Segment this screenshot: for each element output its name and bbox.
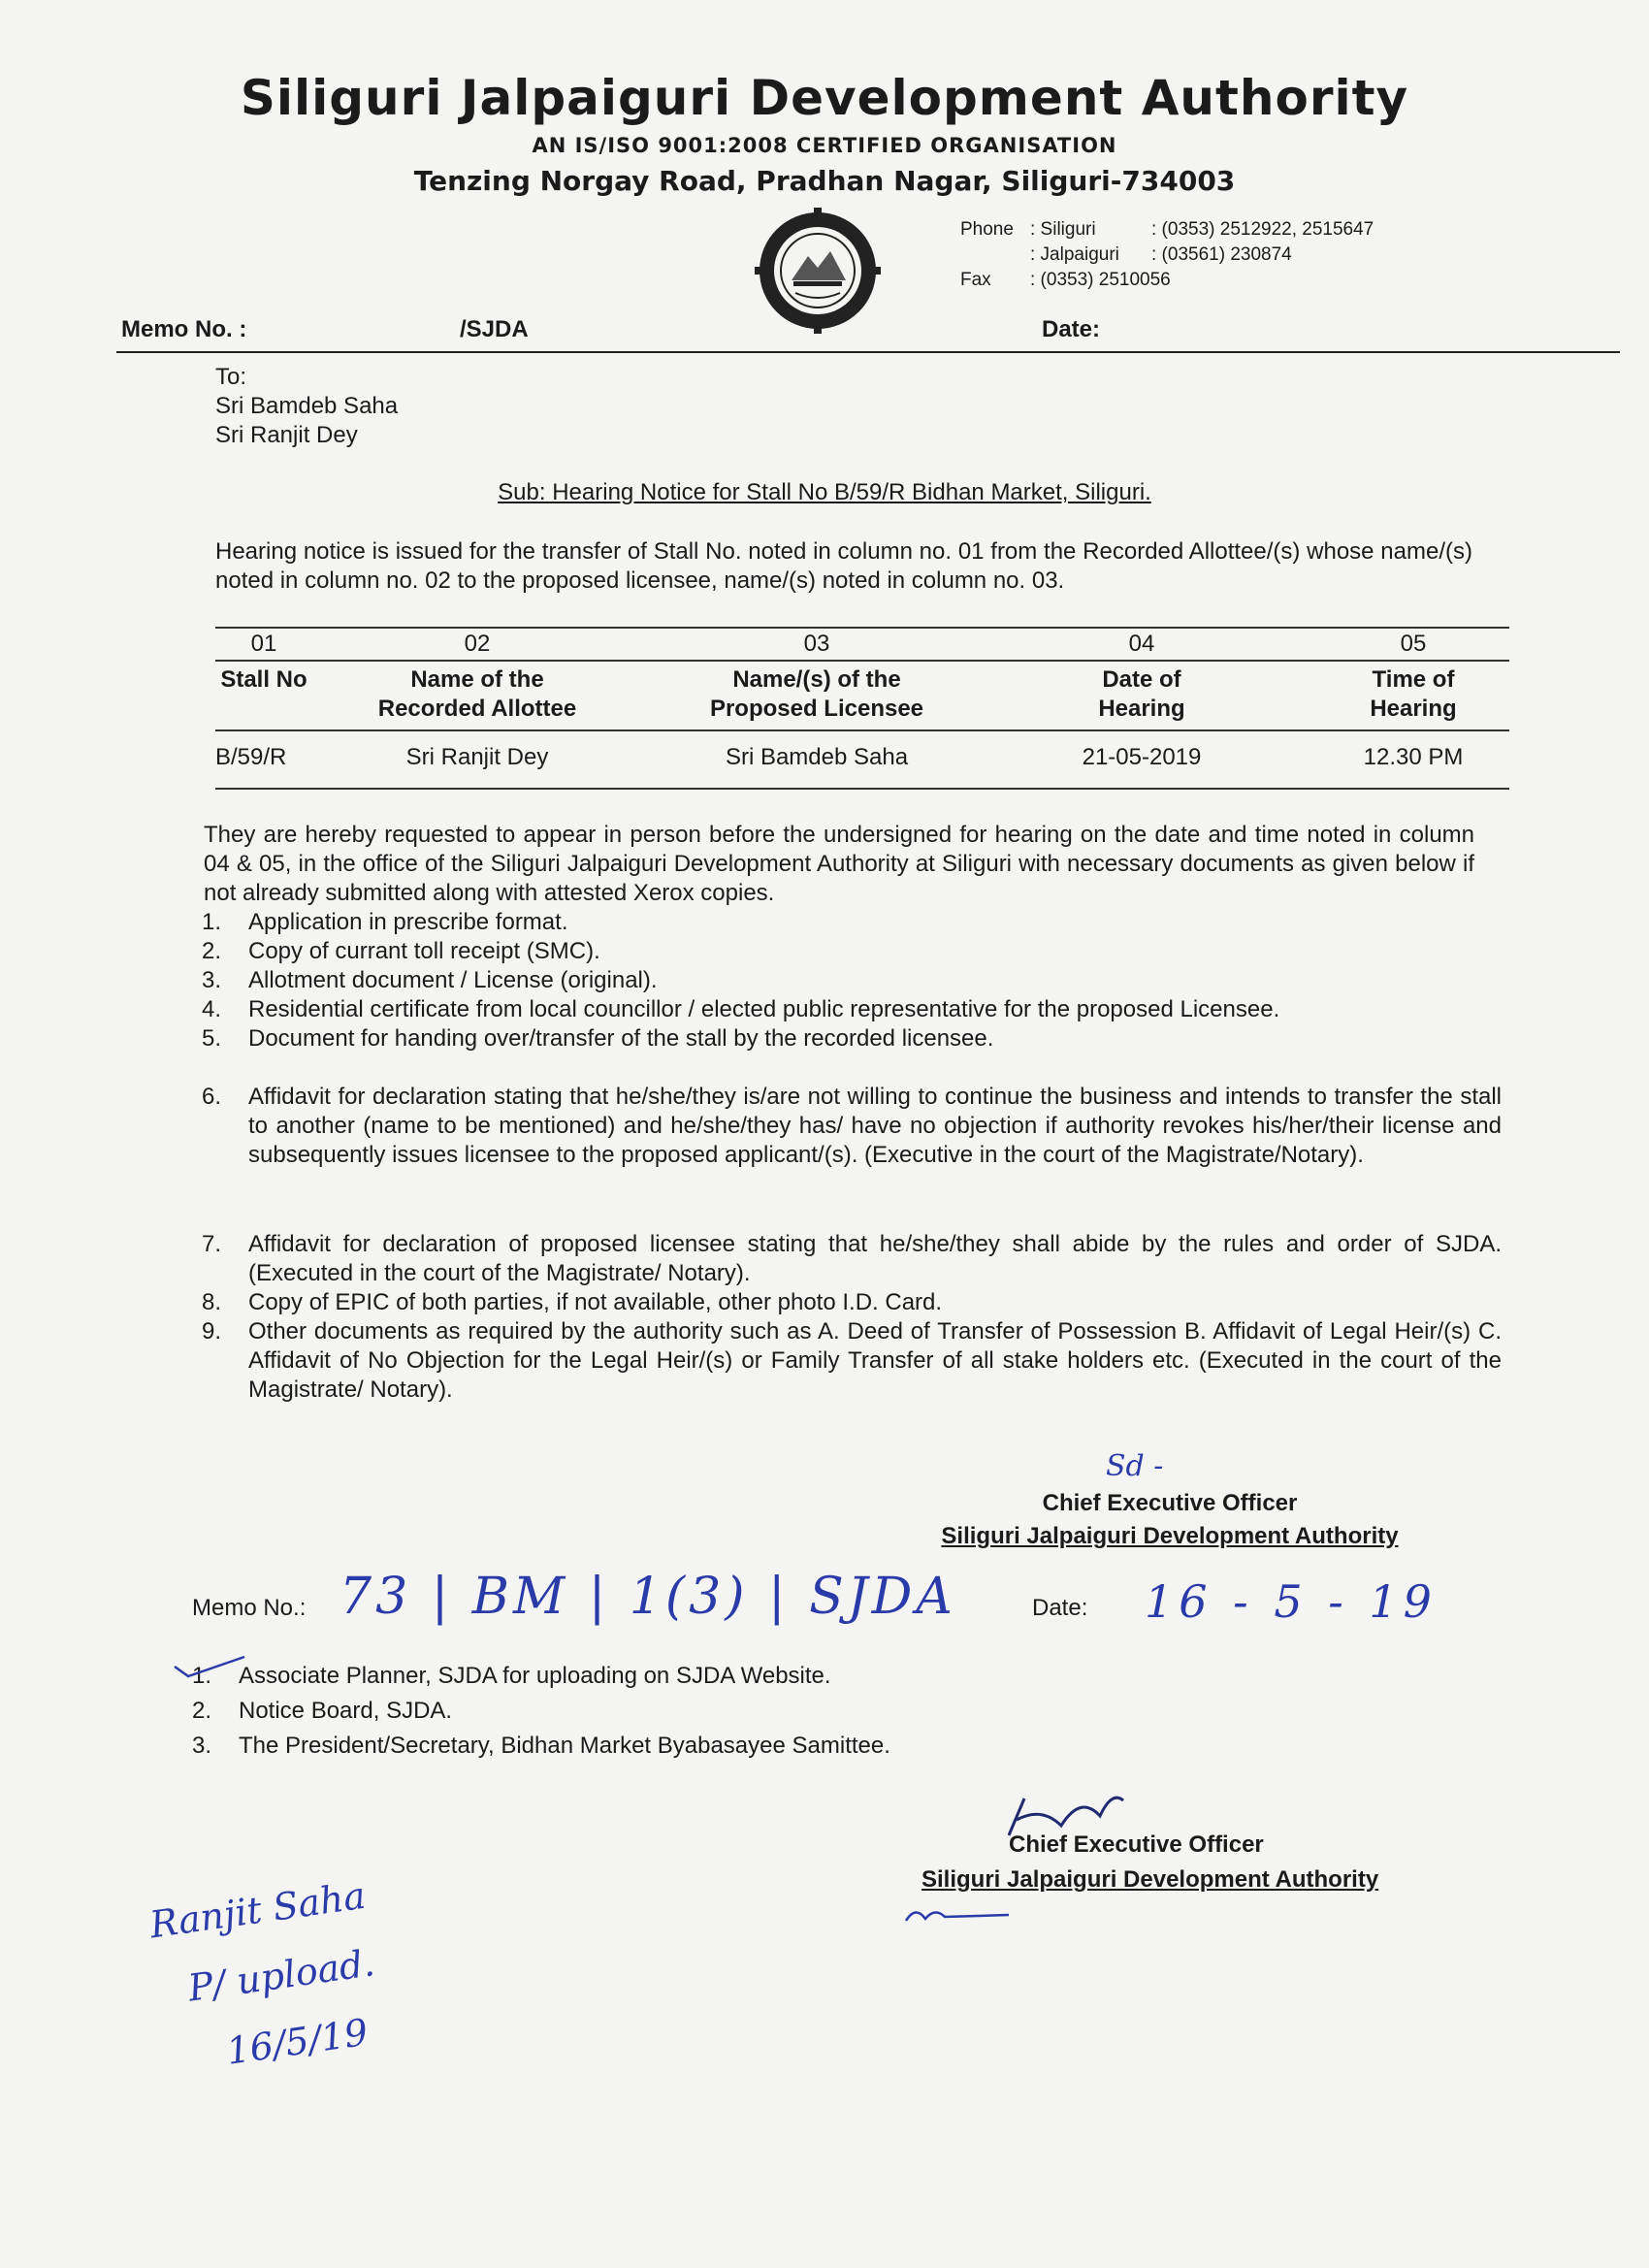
intro-paragraph: Hearing notice is issued for the transfer of Stall No. noted in column no. 01 from the Recorded Allottee/(s) whose name/(s) noted in column no. 02 to the proposed licensee, name/(s) noted in column no. 03.: [215, 538, 1472, 594]
org-title: Siliguri Jalpaiguri Development Authority: [240, 70, 1409, 126]
column-number: 03: [803, 631, 830, 657]
subject-text: Sub: Hearing Notice for Stall No B/59/R Bidhan Market, Siliguri.: [498, 479, 1151, 505]
list-item: 1. Associate Planner, SJDA for uploading on SJDA Website.: [192, 1663, 831, 1689]
initials-scribble-icon: [902, 1901, 1018, 1930]
list-item: 7. Affidavit for declaration of proposed licensee stating that he/she/they shall abide by the rules and order of SJDA. (Executed in the court of the Magistrate/ Notary).: [202, 1231, 1502, 1286]
table-rule: [215, 729, 1509, 731]
phone-siliguri-value: : (0353) 2512922, 2515647: [1151, 219, 1374, 240]
column-header: Date of Hearing: [1098, 666, 1185, 722]
signatory-2-designation: Chief Executive Officer: [1009, 1831, 1264, 1858]
phone-label: Phone: [960, 219, 1014, 240]
fax-value: : (0353) 2510056: [1030, 270, 1171, 290]
memo-2-date-value: 16 - 5 - 19: [1145, 1575, 1438, 1628]
fax-label: Fax: [960, 270, 991, 290]
column-header: Name/(s) of the Proposed Licensee: [709, 666, 924, 722]
tick-mark-icon: [171, 1653, 248, 1682]
phone-siliguri-label: : Siliguri: [1030, 219, 1096, 240]
to-label: To:: [215, 364, 247, 390]
table-cell-stall-no: B/59/R: [215, 744, 287, 770]
subject-line: [0, 479, 1649, 506]
handwritten-line: 16/5/19: [223, 2010, 371, 2073]
table-cell-time: 12.30 PM: [1363, 744, 1464, 770]
handwritten-note: [146, 1862, 389, 2093]
table-rule: [215, 788, 1509, 790]
certification-line: AN IS/ISO 9001:2008 CERTIFIED ORGANISATION: [532, 134, 1117, 157]
list-item: 2. Copy of currant toll receipt (SMC).: [202, 938, 600, 964]
request-paragraph: They are hereby requested to appear in person before the undersigned for hearing on the date and time noted in column 04 & 05, in the office of the Siliguri Jalpaiguri Development Authority at Siliguri with necessary documents as given below if not already submitted along with attested Xerox copies.: [204, 822, 1474, 906]
table-cell-licensee: Sri Bamdeb Saha: [725, 744, 909, 770]
header-divider: [116, 351, 1620, 353]
list-item: 6. Affidavit for declaration stating that he/she/they is/are not willing to continue the business and intends to transfer the stall to another (name to be mentioned) and he/she/they has/ have no objection if authority revokes his/her/their license and subsequently issues licensee to the proposed applicant/(s). (Executive in the court of the Magistrate/Notary).: [202, 1084, 1502, 1168]
signatory-2-organisation: Siliguri Jalpaiguri Development Authority: [922, 1866, 1379, 1893]
documents-list: [202, 1230, 1502, 1405]
date-label: Date:: [1042, 316, 1101, 342]
contact-block: [960, 217, 1374, 293]
documents-list: [202, 908, 1502, 1053]
column-number: 04: [1128, 631, 1155, 657]
list-item: 4. Residential certificate from local councillor / elected public representative for the proposed Licensee.: [202, 996, 1280, 1022]
signature-block: [918, 1490, 1422, 1550]
list-item: 9. Other documents as required by the authority such as A. Deed of Transfer of Possession B. Affidavit of Legal Heir/(s) C. Affidavit of No Objection for the Legal Heir/(s) or Family Transfer of all stake holders etc. (Executed in the court of the Magistrate/ Notary).: [202, 1318, 1502, 1403]
documents-list: [202, 1083, 1502, 1170]
table-cell-allottee: Sri Ranjit Dey: [405, 744, 549, 770]
column-number: 05: [1400, 631, 1427, 657]
phone-jalpaiguri-label: : Jalpaiguri: [1030, 244, 1119, 265]
table-rule: [215, 660, 1509, 662]
recipient-name: Sri Bamdeb Saha: [215, 393, 399, 419]
sjda-emblem-icon: [755, 208, 881, 334]
memo-label: Memo No. :: [121, 316, 247, 342]
recipient-name: Sri Ranjit Dey: [215, 422, 358, 448]
address-line: Tenzing Norgay Road, Pradhan Nagar, Siliguri-734003: [413, 165, 1236, 197]
column-header: Stall No: [220, 666, 307, 693]
list-item: 3. The President/Secretary, Bidhan Market Byabasayee Samittee.: [192, 1733, 890, 1759]
column-header: Time of Hearing: [1370, 666, 1457, 722]
column-header: Name of the Recorded Allottee: [377, 666, 577, 722]
copy-to-list: [192, 1659, 890, 1764]
memo-2-label: Memo No.:: [192, 1595, 307, 1621]
list-item: 2. Notice Board, SJDA.: [192, 1698, 453, 1724]
signatory-organisation: Siliguri Jalpaiguri Development Authority: [941, 1523, 1399, 1549]
phone-jalpaiguri-value: : (03561) 230874: [1151, 244, 1292, 265]
recipients-block: [215, 363, 398, 450]
memo-2-date-label: Date:: [1032, 1595, 1088, 1621]
list-item: 5. Document for handing over/transfer of the stall by the recorded licensee.: [202, 1025, 994, 1052]
table-rule: [215, 627, 1509, 629]
handwritten-line: P/ upload.: [185, 1941, 377, 2010]
column-number: 01: [250, 631, 277, 657]
list-item: 1. Application in prescribe format.: [202, 909, 568, 935]
memo-2-value: 73 | BM | 1(3) | SJDA: [340, 1568, 956, 1626]
column-number: 02: [464, 631, 491, 657]
list-item: 8. Copy of EPIC of both parties, if not available, other photo I.D. Card.: [202, 1289, 943, 1315]
handwritten-line: Ranjit Saha: [146, 1873, 369, 1947]
table-cell-date: 21-05-2019: [1082, 744, 1202, 770]
list-item: 3. Allotment document / License (original).: [202, 967, 658, 993]
signatory-designation: Chief Executive Officer: [1042, 1490, 1298, 1516]
memo-suffix: /SJDA: [460, 316, 529, 342]
signature-initials: Sd -: [1106, 1449, 1164, 1483]
